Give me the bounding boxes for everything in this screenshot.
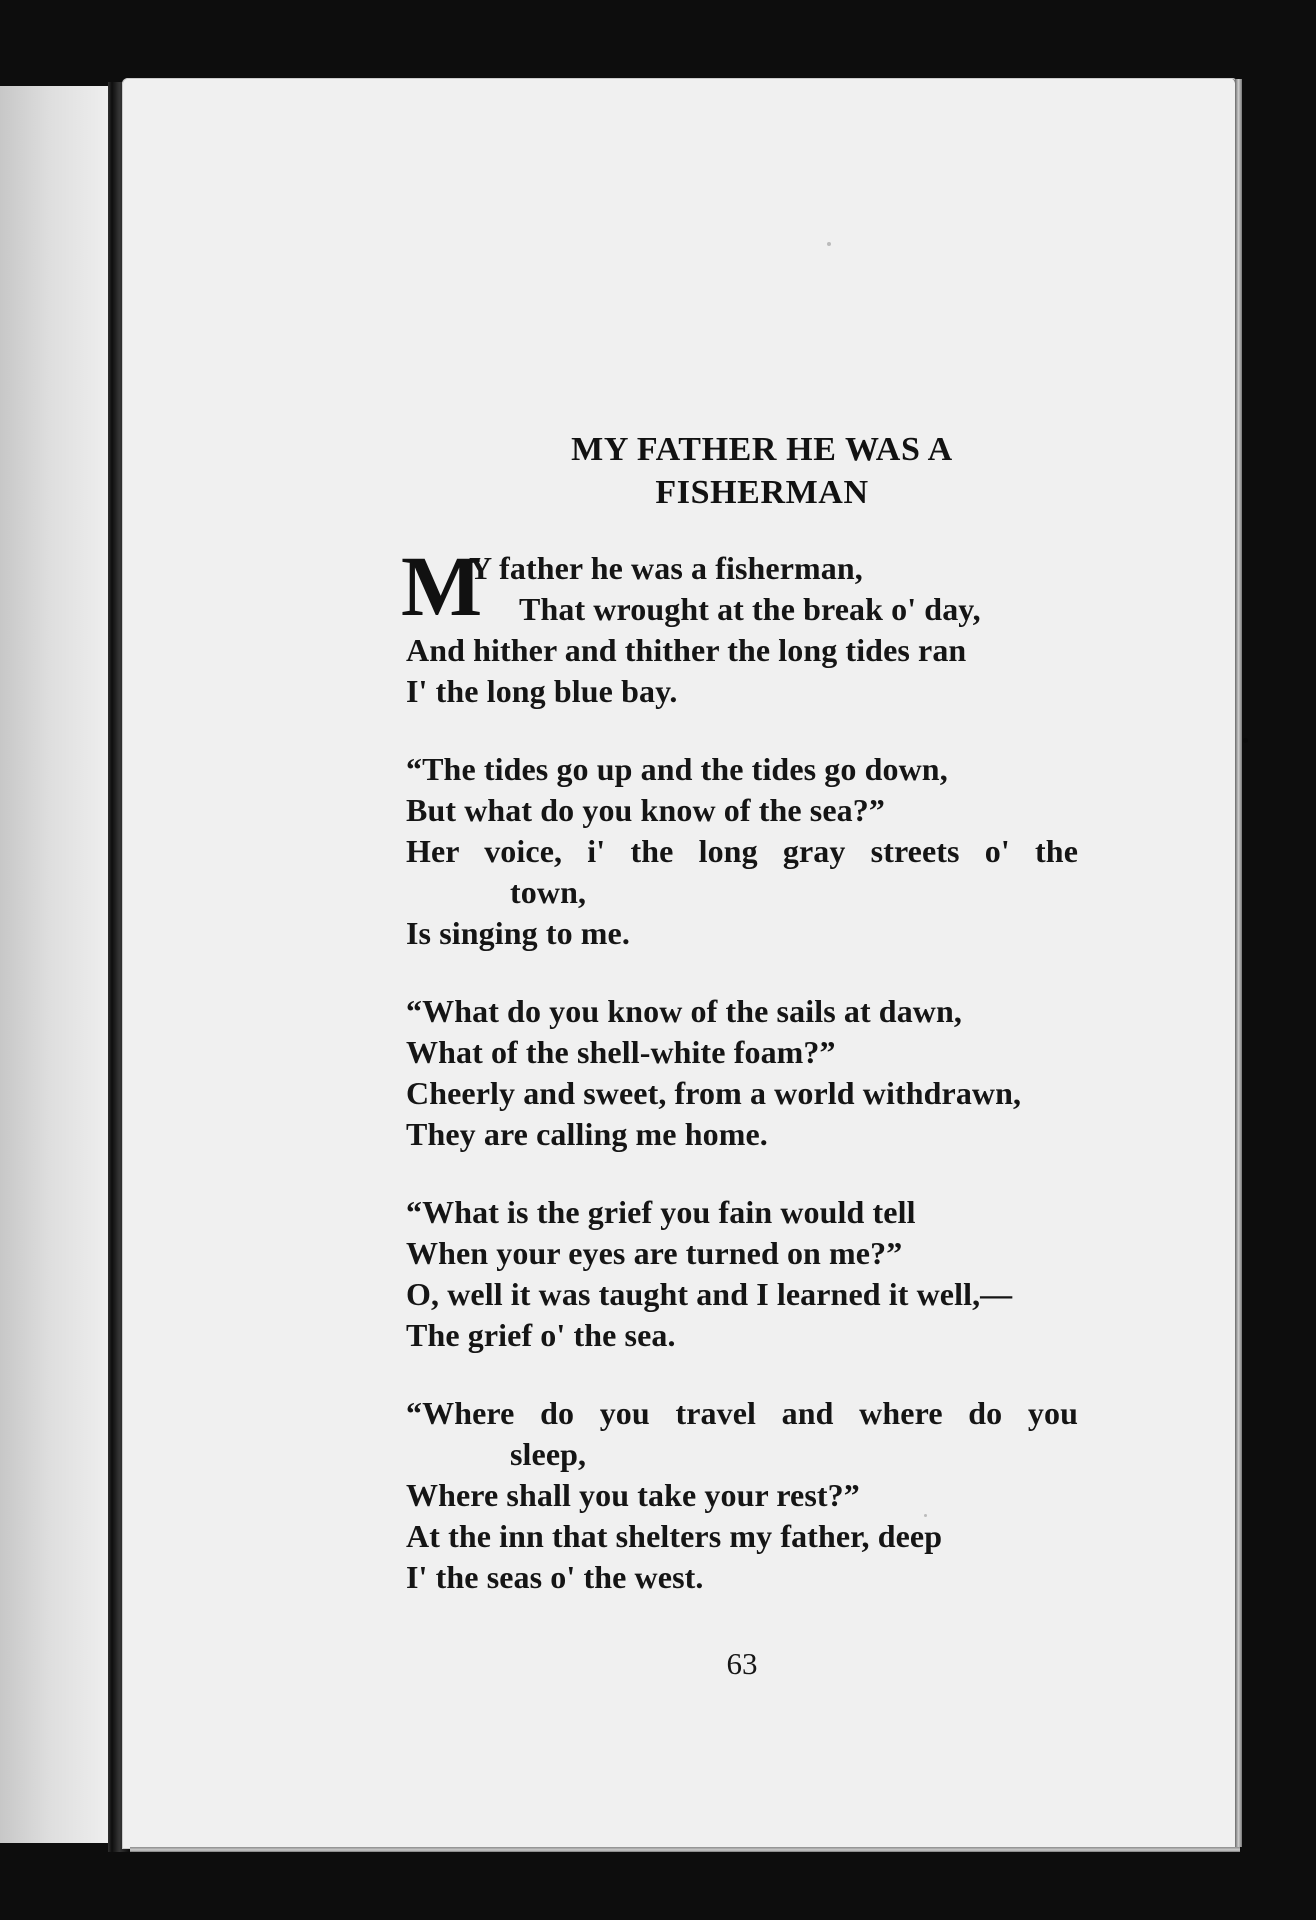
poem-line: At the inn that shelters my father, deep: [406, 1518, 943, 1554]
stanza-3: [406, 991, 1086, 1155]
poem-line: “What do you know of the sails at dawn,: [406, 993, 963, 1029]
poem-line: What of the shell-white foam?”: [406, 1034, 836, 1070]
poem-title: [477, 428, 1047, 514]
poem-line: O, well it was taught and I learned it well,—: [406, 1276, 1013, 1312]
poem-line: Y father he was a fisherman,: [469, 550, 863, 586]
poem-title-line: MY FATHER HE WAS A: [571, 431, 953, 468]
dropcap: M: [401, 538, 484, 634]
poem-line: I' the seas o' the west.: [406, 1559, 704, 1595]
poem-title-line: FISHERMAN: [655, 474, 869, 511]
poem-line-continuation: sleep,: [510, 1436, 587, 1472]
poem-line: I' the long blue bay.: [406, 673, 678, 709]
poem-line: That wrought at the break o' day,: [519, 591, 981, 627]
poem-line: “Where do you travel and where do you: [406, 1395, 1078, 1431]
page-mark: [827, 242, 831, 246]
poem-line: And hither and thither the long tides ran: [406, 632, 967, 668]
poem-line: But what do you know of the sea?”: [406, 792, 885, 828]
book-page: [122, 78, 1238, 1849]
poem-line: “What is the grief you fain would tell: [406, 1194, 916, 1230]
poem-line: They are calling me home.: [406, 1116, 768, 1152]
stanza-2: [406, 749, 1086, 954]
page-bottom-edge: [130, 1847, 1240, 1852]
poem-line: Her voice, i' the long gray streets o' the: [406, 833, 1078, 869]
left-page-fragment: [0, 86, 118, 1843]
page-number: 63: [726, 1646, 758, 1681]
poem-line: Where shall you take your rest?”: [406, 1477, 860, 1513]
poem-line-continuation: town,: [510, 874, 587, 910]
page-right-edge: [1235, 79, 1242, 1847]
poem-line: Is singing to me.: [406, 915, 630, 951]
page-mark: [1243, 738, 1248, 743]
poem-line: Cheerly and sweet, from a world withdrawn,: [406, 1075, 1022, 1111]
stanza-5: [406, 1393, 1086, 1598]
poem-line: When your eyes are turned on me?”: [406, 1235, 903, 1271]
stanza-1: [401, 538, 1086, 712]
poem-line: The grief o' the sea.: [406, 1317, 676, 1353]
poem-body: [401, 538, 1086, 1635]
stanza-4: [406, 1192, 1086, 1356]
poem-line: “The tides go up and the tides go down,: [406, 751, 948, 787]
